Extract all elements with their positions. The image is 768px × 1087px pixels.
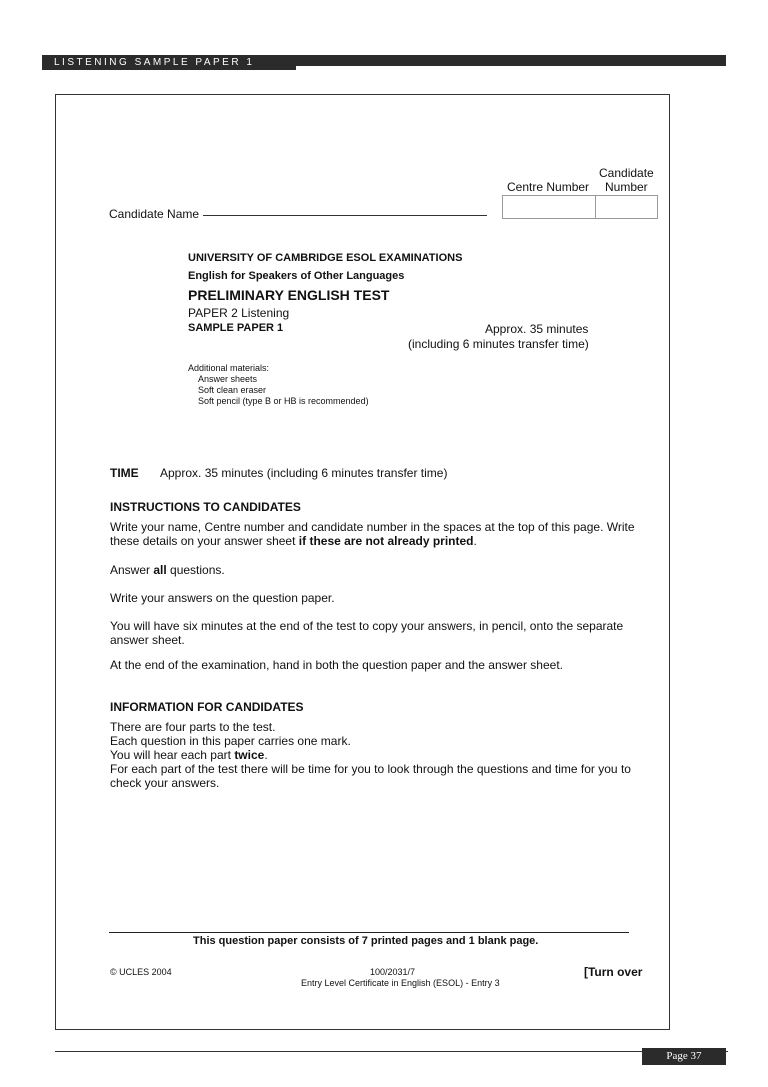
- instruction-2-end: questions.: [166, 563, 225, 577]
- instruction-3-text: Write your answers on the question paper.: [110, 591, 335, 605]
- paper-frame: [55, 94, 670, 1030]
- information-line-2: Each question in this paper carries one mark.: [110, 734, 351, 748]
- turn-over-label: [Turn over: [584, 965, 643, 979]
- instructions-heading: INSTRUCTIONS TO CANDIDATES: [110, 500, 301, 514]
- exam-subtitle: English for Speakers of Other Languages: [188, 270, 405, 282]
- information-line-3-text: You will hear each part: [110, 748, 235, 762]
- centre-number-label: Centre Number: [507, 180, 590, 194]
- information-line-4: For each part of the test there will be time for you to look through the questions and time for you to check your answers.: [110, 762, 631, 790]
- materials-item: Soft clean eraser: [198, 385, 267, 395]
- instruction-2-text: Answer: [110, 563, 154, 577]
- instruction-paragraph-3: [110, 591, 650, 605]
- sample-paper-label: SAMPLE PAPER 1: [188, 322, 284, 334]
- certificate-label: Entry Level Certificate in English (ESOL) - Entry 3: [301, 978, 500, 988]
- candidate-number-label-line2: Number: [605, 180, 648, 194]
- paper-title: PAPER 2 Listening: [188, 306, 290, 320]
- information-heading: INFORMATION FOR CANDIDATES: [110, 700, 304, 714]
- materials-item: Soft pencil (type B or HB is recommended): [198, 396, 369, 406]
- information-block: [110, 720, 650, 790]
- instruction-1-emphasis: if these are not already printed: [298, 534, 474, 548]
- centre-number-box[interactable]: [503, 196, 594, 218]
- materials-item: Answer sheets: [198, 374, 258, 384]
- duration-label: Approx. 35 minutes: [485, 322, 589, 336]
- pages-note: This question paper consists of 7 printed pages and 1 blank page.: [193, 935, 539, 947]
- instruction-1-text: Write your name, Centre number and candidate number in the spaces at the top of this page. Write these details on your answer sheet: [110, 520, 635, 548]
- footer-rule: [109, 932, 629, 933]
- instruction-paragraph-1: [110, 520, 650, 548]
- instruction-paragraph-2: [110, 563, 650, 577]
- materials-heading: Additional materials:: [188, 363, 270, 373]
- instruction-1-end: .: [473, 534, 477, 548]
- header-bar-gap: [296, 66, 768, 70]
- header-title: LISTENING SAMPLE PAPER 1: [54, 57, 255, 68]
- candidate-name-label: Candidate Name: [109, 207, 200, 221]
- instruction-4-text: You will have six minutes at the end of the test to copy your answers, in pencil, onto the separate answer sheet.: [110, 619, 624, 647]
- candidate-number-box[interactable]: [595, 196, 657, 218]
- page-number: Page 37: [666, 1050, 702, 1062]
- instruction-2-emphasis: all: [153, 563, 167, 577]
- instruction-paragraph-4: [110, 619, 650, 647]
- copyright: © UCLES 2004: [110, 967, 172, 977]
- university-title: UNIVERSITY OF CAMBRIDGE ESOL EXAMINATIONS: [188, 252, 463, 264]
- page-number-box: [642, 1048, 726, 1065]
- information-line-1: There are four parts to the test.: [110, 720, 276, 734]
- instruction-paragraph-5: [110, 658, 650, 672]
- candidate-name-line[interactable]: [203, 215, 487, 216]
- information-line-3-emphasis: twice: [234, 748, 265, 762]
- duration-note: (including 6 minutes transfer time): [408, 337, 589, 351]
- paper-code: 100/2031/7: [370, 967, 416, 977]
- information-line-3: [110, 748, 650, 762]
- instruction-5-text: At the end of the examination, hand in both the question paper and the answer sheet.: [110, 658, 563, 672]
- information-line-3-end: .: [264, 748, 268, 762]
- test-name: PRELIMINARY ENGLISH TEST: [188, 287, 390, 303]
- header-bar: [42, 55, 726, 70]
- time-label: TIME: [110, 466, 139, 480]
- time-value: Approx. 35 minutes (including 6 minutes transfer time): [160, 466, 448, 480]
- candidate-number-label-line1: Candidate: [599, 166, 654, 180]
- page-bottom-rule: [55, 1051, 728, 1052]
